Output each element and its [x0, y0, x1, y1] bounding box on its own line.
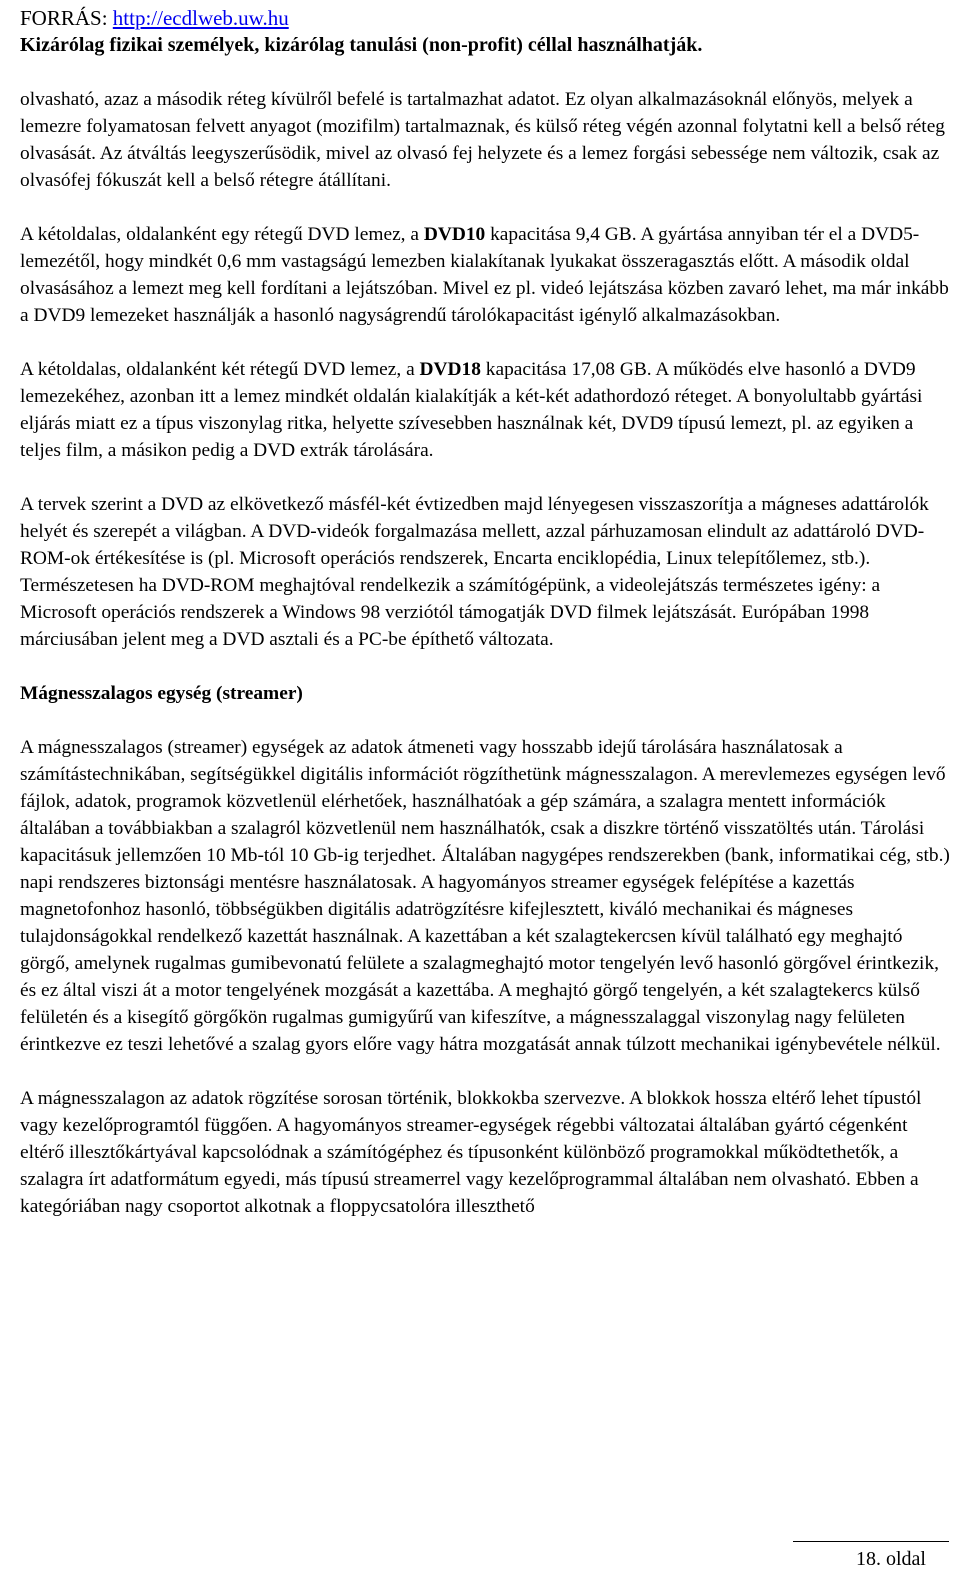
footer-rule: [793, 1541, 949, 1542]
paragraph-streamer-intro: A mágnesszalagos (streamer) egységek az adatok átmeneti vagy hosszabb idejű tárolására használatosak a számítástechnikában, segítségükkel digitális információt rögzíthetünk mágnesszalagon. A merevlemezes egységen levő fájlok, adatok, programok közvetlenül elérhetőek, használhatóak a gép számára, a szalagra mentett információk általában a továbbiakban a szalagról közvetlenül nem használhatók, csak a diszkre történő visszatöltés után. Tárolási kapacitásuk jellemzően 10 Mb-tól 10 Gb-ig terjedhet. Általában nagygépes rendszerekben (bank, informatikai cég, stb.) napi rendszeres biztonsági mentésre használatosak. A hagyományos streamer egységek felépítése a kazettás magnetofonhoz hasonló, többségükben digitális adatrögzítésre kifejlesztett, kiváló mechanikai és mágneses tulajdonságokkal rendelkező kazettát használnak. A kazettában a két szalagtekercsen kívül található egy meghajtó görgő, amelynek rugalmas gumibevonatú felülete a szalagmeghajtó motor tengelyén levő hasonló görgővel érintkezik, és ez által viszi át a motor tengelyének mozgását a kazettába. A meghajtó görgő tengelyén, a két szalagtekercs külső felületén és a kisegítő görgőkön rugalmas gumigyűrű van kifeszítve, a mágnesszalaggal viszonylag nagy felületen érintkezve ez teszi lehetővé a szalag gyors előre vagy hátra mozgatását annak túlzott mechanikai igénybevétele nélkül.: [20, 737, 950, 1055]
paragraph-dual-layer: olvasható, azaz a második réteg kívülről befelé is tartalmazhat adatot. Ez olyan alkalmazásoknál előnyös, melyek a lemezre folyamatosan felvett anyagot (mozifilm) tartalmaznak, és külső réteg végén azonnal folytatni kell a belső réteg olvasását. Az átváltás leegyszerűsödik, mivel az olvasó fej helyzete és a lemez forgási sebessége nem változik, csak az olvasófej fókuszát kell a belső rétegre átállítani.: [20, 89, 945, 191]
paragraph-streamer-blocks: A mágnesszalagon az adatok rögzítése sorosan történik, blokkokba szervezve. A blokkok hossza eltérő lehet típustól vagy kezelőprogramtól függően. A hagyományos streamer-egységek régebbi változatai általában gyártó cégenként eltérő illesztőkártyával kapcsolódnak a számítógéphez és típusonként különböző programokkal működtethetők, a szalagra írt adatformátum egyedi, más típusú streamerrel vagy kezelőprogrammal általában nem olvasható. Ebben a kategóriában nagy csoportot alkotnak a floppycsatolóra illeszthető: [20, 1088, 922, 1217]
document-body: [20, 86, 952, 1247]
paragraph-dvd-future: A tervek szerint a DVD az elkövetkező másfél-két évtizedben majd lényegesen visszaszorítja a mágneses adattárolók helyét és szerepét a világban. A DVD-videók forgalmazása mellett, azzal párhuzamosan elindult az adattároló DVD-ROM-ok értékesítése is (pl. Microsoft operációs rendszerek, Encarta enciklopédia, Linux telepítőlemez, stb.). Természetesen ha DVD-ROM meghajtóval rendelkezik a számítógépünk, a videolejátszás természetes igény: a Microsoft operációs rendszerek a Windows 98 verziótól támogatják DVD filmek lejátszását. Európában 1998 márciusában jelent meg a DVD asztali és a PC-be építhető változata.: [20, 494, 929, 650]
paragraph-dvd10: A kétoldalas, oldalanként egy rétegű DVD lemez, a DVD10 kapacitása 9,4 GB. A gyártása annyiban tér el a DVD5-lemezétől, hogy mindkét 0,6 mm vastagságú lemezben kialakítanak lyukakat összeragasztás előtt. A második oldal olvasásához a lemezt meg kell fordítani a lejátszóban. Mivel ez pl. videó lejátszása közben zavaró lehet, ma már inkább a DVD9 lemezeket használják a hasonló nagyságrendű tárolókapacitást igénylő alkalmazásokban.: [20, 224, 949, 326]
source-line: [20, 4, 950, 32]
usage-notice: Kizárólag fizikai személyek, kizárólag tanulási (non-profit) céllal használhatják.: [20, 34, 703, 56]
source-label: FORRÁS:: [20, 6, 108, 30]
term-dvd18: DVD18: [419, 359, 481, 380]
page-header: [20, 4, 950, 58]
section-heading-streamer: Mágnesszalagos egység (streamer): [20, 683, 303, 704]
paragraph-dvd18: A kétoldalas, oldalanként két rétegű DVD lemez, a DVD18 kapacitása 17,08 GB. A működés elve hasonló a DVD9 lemezekéhez, azonban itt a lemez mindkét oldalán kialakítják a két-két adathordozó réteget. A bonyolultabb gyártási eljárás miatt ez a típus viszonylag ritka, helyette szívesebben használnak két, DVD9 típusú lemezt, pl. az egyiken a teljes film, a másikon pedig a DVD extrák tárolására.: [20, 359, 923, 461]
source-link[interactable]: http://ecdlweb.uw.hu: [112, 6, 289, 30]
term-dvd10: DVD10: [423, 224, 486, 245]
page-number: 18. oldal: [856, 1548, 926, 1570]
